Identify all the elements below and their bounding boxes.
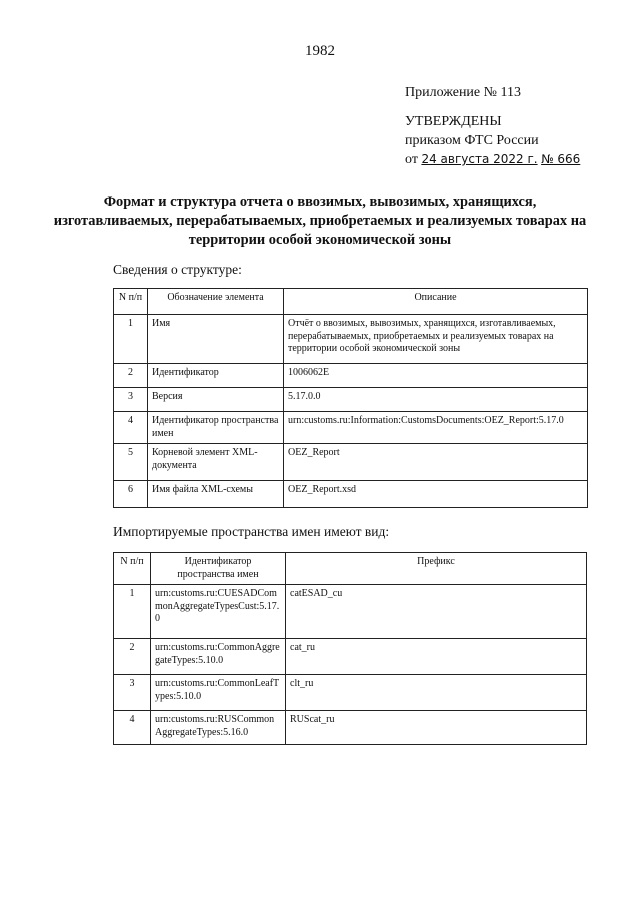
table-row <box>114 711 587 745</box>
cell-prefix: cat_ru <box>286 639 587 675</box>
cell-number: 1 <box>114 585 151 639</box>
appendix-label: Приложение № 113 <box>405 85 521 100</box>
table-row <box>114 364 588 388</box>
approval-line3 <box>405 150 640 169</box>
document-title: Формат и структура отчета о ввозимых, вывозимых, хранящихся, изготавливаемых, перерабатываемых, приобретаемых и реализуемых товарах на территории особой экономической зоны <box>53 194 587 248</box>
cell-prefix: catESAD_cu <box>286 585 587 639</box>
table-row <box>114 675 587 711</box>
cell-number: 2 <box>114 639 151 675</box>
table-row <box>114 585 587 639</box>
cell-description: 5.17.0.0 <box>284 388 588 412</box>
header-cell: N п/п <box>114 553 151 585</box>
header-cell: Описание <box>284 289 588 315</box>
cell-number: 6 <box>114 481 148 508</box>
cell-namespace: urn:customs.ru:CUESADCommonAggregateTypesCust:5.17.0 <box>151 585 286 639</box>
cell-number: 5 <box>114 444 148 481</box>
approval-number: № 666 <box>541 152 581 166</box>
namespaces-table <box>113 552 587 745</box>
structure-table <box>113 288 588 508</box>
cell-prefix: RUScat_ru <box>286 711 587 745</box>
cell-namespace: urn:customs.ru:CommonLeafTypes:5.10.0 <box>151 675 286 711</box>
approval-line1: УТВЕРЖДЕНЫ <box>405 114 502 129</box>
cell-element: Имя файла XML-схемы <box>148 481 284 508</box>
table-row <box>114 481 588 508</box>
cell-element: Идентификатор пространства имен <box>148 412 284 444</box>
page-number: 1982 <box>305 43 335 59</box>
cell-namespace: urn:customs.ru:RUSCommonAggregateTypes:5.16.0 <box>151 711 286 745</box>
cell-prefix: clt_ru <box>286 675 587 711</box>
table-header-row <box>114 553 587 585</box>
cell-element: Версия <box>148 388 284 412</box>
approval-line2: приказом ФТС России <box>405 133 539 148</box>
cell-number: 3 <box>114 388 148 412</box>
table-row <box>114 315 588 364</box>
header-cell: Префикс <box>286 553 587 585</box>
cell-element: Идентификатор <box>148 364 284 388</box>
header-cell: N п/п <box>114 289 148 315</box>
table-header-row <box>114 289 588 315</box>
cell-element: Корневой элемент XML-документа <box>148 444 284 481</box>
namespaces-lead: Импортируемые пространства имен имеют вид: <box>113 524 390 539</box>
cell-description: OEZ_Report <box>284 444 588 481</box>
cell-number: 1 <box>114 315 148 364</box>
cell-number: 4 <box>114 711 151 745</box>
header-cell: Обозначение элемента <box>148 289 284 315</box>
approval-date: 24 августа 2022 г. <box>421 152 538 166</box>
table-row <box>114 388 588 412</box>
cell-description: Отчёт о ввозимых, вывозимых, хранящихся, изготавливаемых, перерабатываемых, приобретаемых и реализуемых товарах на территории особой экономической зоны <box>284 315 588 364</box>
cell-description: OEZ_Report.xsd <box>284 481 588 508</box>
table-row <box>114 412 588 444</box>
cell-number: 2 <box>114 364 148 388</box>
cell-namespace: urn:customs.ru:CommonAggregateTypes:5.10.0 <box>151 639 286 675</box>
header-cell: Идентификатор пространства имен <box>151 553 286 585</box>
table-row <box>114 639 587 675</box>
cell-number: 4 <box>114 412 148 444</box>
approval-block <box>405 112 640 169</box>
structure-lead: Сведения о структуре: <box>113 262 242 277</box>
cell-description: 1006062E <box>284 364 588 388</box>
approval-prefix: от <box>405 152 418 167</box>
table-row <box>114 444 588 481</box>
cell-description: urn:customs.ru:Information:CustomsDocuments:OEZ_Report:5.17.0 <box>284 412 588 444</box>
cell-element: Имя <box>148 315 284 364</box>
cell-number: 3 <box>114 675 151 711</box>
